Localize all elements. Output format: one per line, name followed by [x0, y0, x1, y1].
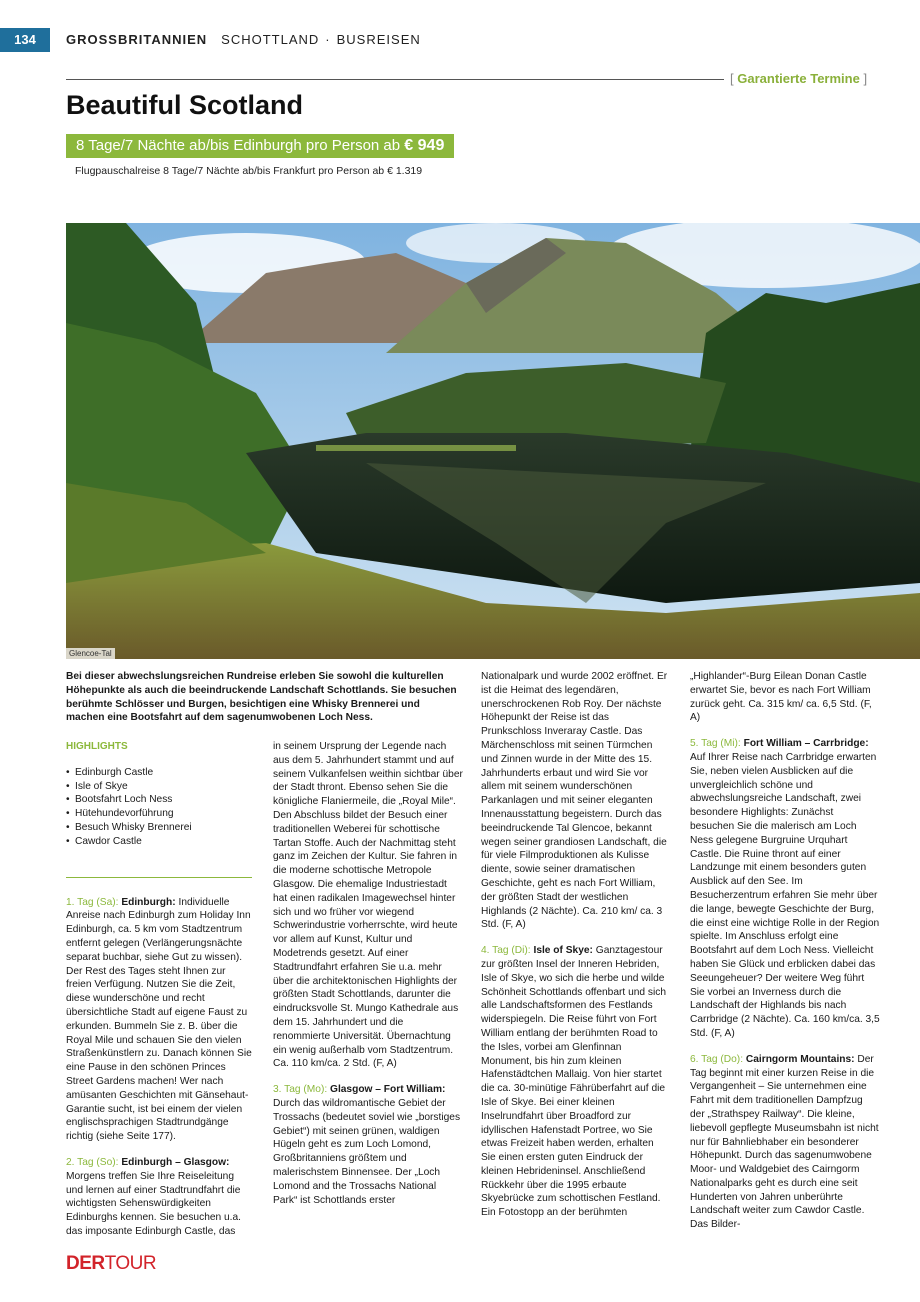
column-2	[273, 740, 463, 1219]
intro-paragraph: Bei dieser abwechslungsreichen Rundreise erleben Sie sowohl die kulturellen Höhepunkte als auch die beeindruckende Landschaft Schottlands. Sie besuchen berühmte Schlösser und Burgen, besichtigen eine Whisky Brennerei und machen eine Bootsfahrt auf dem sagenumwobenen Loch Ness.	[66, 671, 457, 724]
column-1	[66, 740, 252, 1251]
day-text: Ganztagestour zur größten Insel der Inneren Hebriden, Isle of Skye, wo sich die herbe und wilde Schönheit Schottlands offenbart und sich alle Landschaftsformen des Festlands widerspiegeln. Die Reise führt von Fort William entlang der berühmten Road to the Isles, vorbei am Glenfinnan Monument, bis hin zum kleinen Hafenstädtchen Mallaig. Von hier startet die ca. 30-minütige Fährüberfahrt auf die Isle of Skye. Bei einer kleinen Inselrundfahrt über Broadford zur idyllischen Hafenstadt Portree, wo Sie etwas Freizeit haben werden, erhalten Sie einen ersten guten Eindruck der kleinen Hebrideninsel. Anschließend Rückkehr über die 1995 erbaute Skyebrücke zum schottischen Festland. Ein Fotostopp an der berühmten	[481, 945, 667, 1219]
day-text: Durch das wildromantische Gebiet der Trossachs (bedeutet soviel wie „borstiges Gebiet“) mit seinen grünen, waldigen Hügeln geht es zum Loch Lomond, Großbritanniens größtem und malerischstem Binnensee. Der „Loch Lomond and the Trossachs National Park“ ist Schottlands erster	[273, 1097, 461, 1206]
day-title: Fort William – Carrbridge:	[743, 738, 869, 750]
day-2	[66, 1156, 252, 1239]
list-item: • Besuch Whisky Brennerei	[66, 821, 252, 835]
highlights-title: HIGHLIGHTS	[66, 741, 128, 752]
day-3	[273, 1083, 463, 1207]
photo-caption: Glencoe-Tal	[66, 648, 115, 659]
dertour-logo	[66, 1253, 156, 1275]
day-label: 6. Tag (Do):	[690, 1053, 744, 1065]
logo-part-2: TOUR	[104, 1253, 157, 1274]
guaranteed-dates-tag	[730, 71, 867, 86]
day-title: Cairngorm Mountains:	[745, 1053, 855, 1065]
day-label: 3. Tag (Mo):	[273, 1084, 328, 1096]
list-item: • Edinburgh Castle	[66, 766, 252, 780]
crumb-separator: ·	[325, 32, 331, 47]
day-6	[690, 1053, 880, 1232]
day-2-cont: in seinem Ursprung der Legende nach aus dem 5. Jahrhundert stammt und auf seinem Vulkanfelsen weithin sichtbar über der Stadt thront. Ebenso sehen Sie die königliche Flaniermeile, die „Royal Mile“. Den Abschluss bildet der Besuch einer traditionellen Weberei für schottische Tartan Stoffe. Auch der Nachmittag steht ganz im Zeichen der Kultur. Sie fahren in die moderne schottische Metropole Glasgow. Die ehemalige Industriestadt hat einen radikalen Imagewechsel hinter sich und wo früher vor wiegend Schwerindustrie vorherrschte, wird heute vor allem auf Kunst, Kultur und Modetrends gesetzt. Auf einer Stadtrundfahrt erfahren Sie u.a. mehr über die architektonischen Highlights der größten Stadt Schottlands, darunter die eindrucksvolle St. Mungo Kathedrale aus dem 15. Jahrhundert und die renommierte Universität. Übernachtung ein wenig außerhalb vom Stadtzentrum. Ca. 110 km/ca. 2 Std. (F, A)	[273, 741, 463, 1070]
list-item: • Cawdor Castle	[66, 835, 252, 849]
day-5	[690, 737, 880, 1041]
crumb-region: SCHOTTLAND	[221, 32, 320, 47]
tag-label: Garantierte Termine	[737, 71, 860, 86]
column-4	[690, 670, 880, 1244]
list-item: • Bootsfahrt Loch Ness	[66, 793, 252, 807]
divider	[66, 877, 252, 878]
day-3-cont: Nationalpark und wurde 2002 eröffnet. Er ist die Heimat des legendären, unerschrockenen Rob Roy. Der nächste Höhepunkt der Reise ist das Prunkschloss Inveraray Castle. Das Märchenschloss mit seinen Türmchen und Zinnen wurde in der Mitte des 15. Jahrhunderts erbaut und wird Sie vor allem mit seinem wunderschönen Parkanlagen und mit seiner eleganten Innenausstattung begeistern. Durch das beeindruckende Tal Glencoe, bekannt wegen seiner grandiosen Landschaft, die für viele Filmproduktionen als Kulisse diente, sowie seiner dramatischen Geschichte, geht es nach Fort William, der größten Stadt der westlichen Highlands (2 Nächte). Ca. 210 km/ ca. 3 Std. (F, A)	[481, 671, 668, 931]
list-item: • Isle of Skye	[66, 780, 252, 794]
day-label: 1. Tag (Sa):	[66, 896, 119, 908]
landscape-photo	[66, 223, 920, 659]
day-text: Der Tag beginnt mit einer kurzen Reise in die Vergangenheit – Sie unternehmen eine Fahrt mit dem traditionellen Dampfzug der „Strathspey Railway“. Die kleine, liebevoll gepflegte Museumsbahn ist nicht nur für Bahnliebhaber ein besonderer Höhepunkt. Durch das sagenumwobene Moor- und Waldgebiet des Cairngorm Nationalparks geht es durch eine seit Hunderten von Jahren unberührte Landschaft weiter zum Cawdor Castle. Das Bilder-	[690, 1053, 879, 1231]
day-label: 2. Tag (So):	[66, 1156, 119, 1168]
flight-note: Flugpauschalreise 8 Tage/7 Nächte ab/bis Frankfurt pro Person ab € 1.319	[75, 165, 423, 177]
logo-part-1: DER	[66, 1253, 105, 1274]
header-rule	[66, 79, 724, 80]
highlights-list	[66, 766, 252, 849]
day-4	[481, 944, 671, 1220]
day-label: 5. Tag (Mi):	[690, 738, 741, 750]
price-text: 8 Tage/7 Nächte ab/bis Edinburgh pro Person ab	[76, 137, 401, 154]
list-item: • Hütehundevorführung	[66, 807, 252, 821]
breadcrumb	[66, 32, 421, 47]
page-number: 134	[0, 28, 50, 52]
day-text: Individuelle Anreise nach Edinburgh zum Holiday Inn Edinburgh, ca. 5 km vom Stadtzentrum entfernt gelegen (Verlängerungsnächte separat buchbar, siehe Gut zu wissen). Der Rest des Tages steht Ihnen zur freien Verfügung. Nutzen Sie die Zeit, diese wunderschöne und recht übersichtliche Stadt auf eigene Faust zu erkunden. Bummeln Sie z. B. über die Royal Mile und schauen Sie den vielen Straßenkünstlern zu. Danach können Sie eine Pause in den schönen Princes Street Gardens machen! Wer nach amüsanten Geschichten mit Gänsehaut-Garantie sucht, ist bei einem der vielen englischsprachigen Stadtrundgänge richtig (siehe Seite 177).	[66, 896, 252, 1143]
day-title: Edinburgh – Glasgow:	[121, 1156, 230, 1168]
day-1	[66, 896, 252, 1144]
crumb-country: GROSSBRITANNIEN	[66, 32, 208, 47]
day-4-cont: „Highlander“-Burg Eilean Donan Castle erwartet Sie, bevor es nach Fort William zurück geht. Ca. 315 km/ ca. 6,5 Std. (F, A)	[690, 671, 872, 724]
day-label: 4. Tag (Di):	[481, 945, 531, 957]
day-text: Morgens treffen Sie Ihre Reiseleitung und lernen auf einer Stadtrundfahrt die wichtigsten Sehenswürdigkeiten Edinburghs kennen. Sie besuchen u.a. das imposante Edinburgh Castle, das	[66, 1170, 242, 1237]
price-amount: € 949	[404, 137, 445, 154]
bracket-open: [	[730, 71, 734, 86]
day-title: Glasgow – Fort William:	[330, 1084, 446, 1096]
day-title: Isle of Skye:	[533, 945, 593, 957]
bracket-close: ]	[863, 71, 868, 86]
page-title: Beautiful Scotland	[66, 90, 304, 120]
crumb-type: BUSREISEN	[336, 32, 421, 47]
price-bar	[66, 134, 454, 158]
column-3	[481, 670, 671, 1232]
day-text: Auf Ihrer Reise nach Carrbridge erwarten Sie, neben vielen Ausblicken auf die unvergleichlich schöne und abwechslungsreiche Landschaft, zwei besondere Highlights: Zunächst besuchen Sie die malerisch am Loch Ness gelegene Burgruine Urquhart Castle. Die Ruine thront auf einer Landzunge mit einem besonders guten Ausblick auf den See. Im Besucherzentrum erfahren Sie mehr über die lange, bewegte Geschichte der Burg, die einst eine wichtige Rolle in der Region spielte. Im Anschluss erfolgt eine Bootsfahrt auf dem Loch Ness. Vielleicht haben Sie Glück und erblicken dabei das Seeungeheuer? Der weitere Weg führt Sie vorbei an Inverness durch die Landschaft der Highlands bis nach Carrbridge (2 Nächte). Ca. 160 km/ca. 3,5 Std. (F, A)	[690, 751, 880, 1039]
day-title: Edinburgh:	[121, 896, 176, 908]
